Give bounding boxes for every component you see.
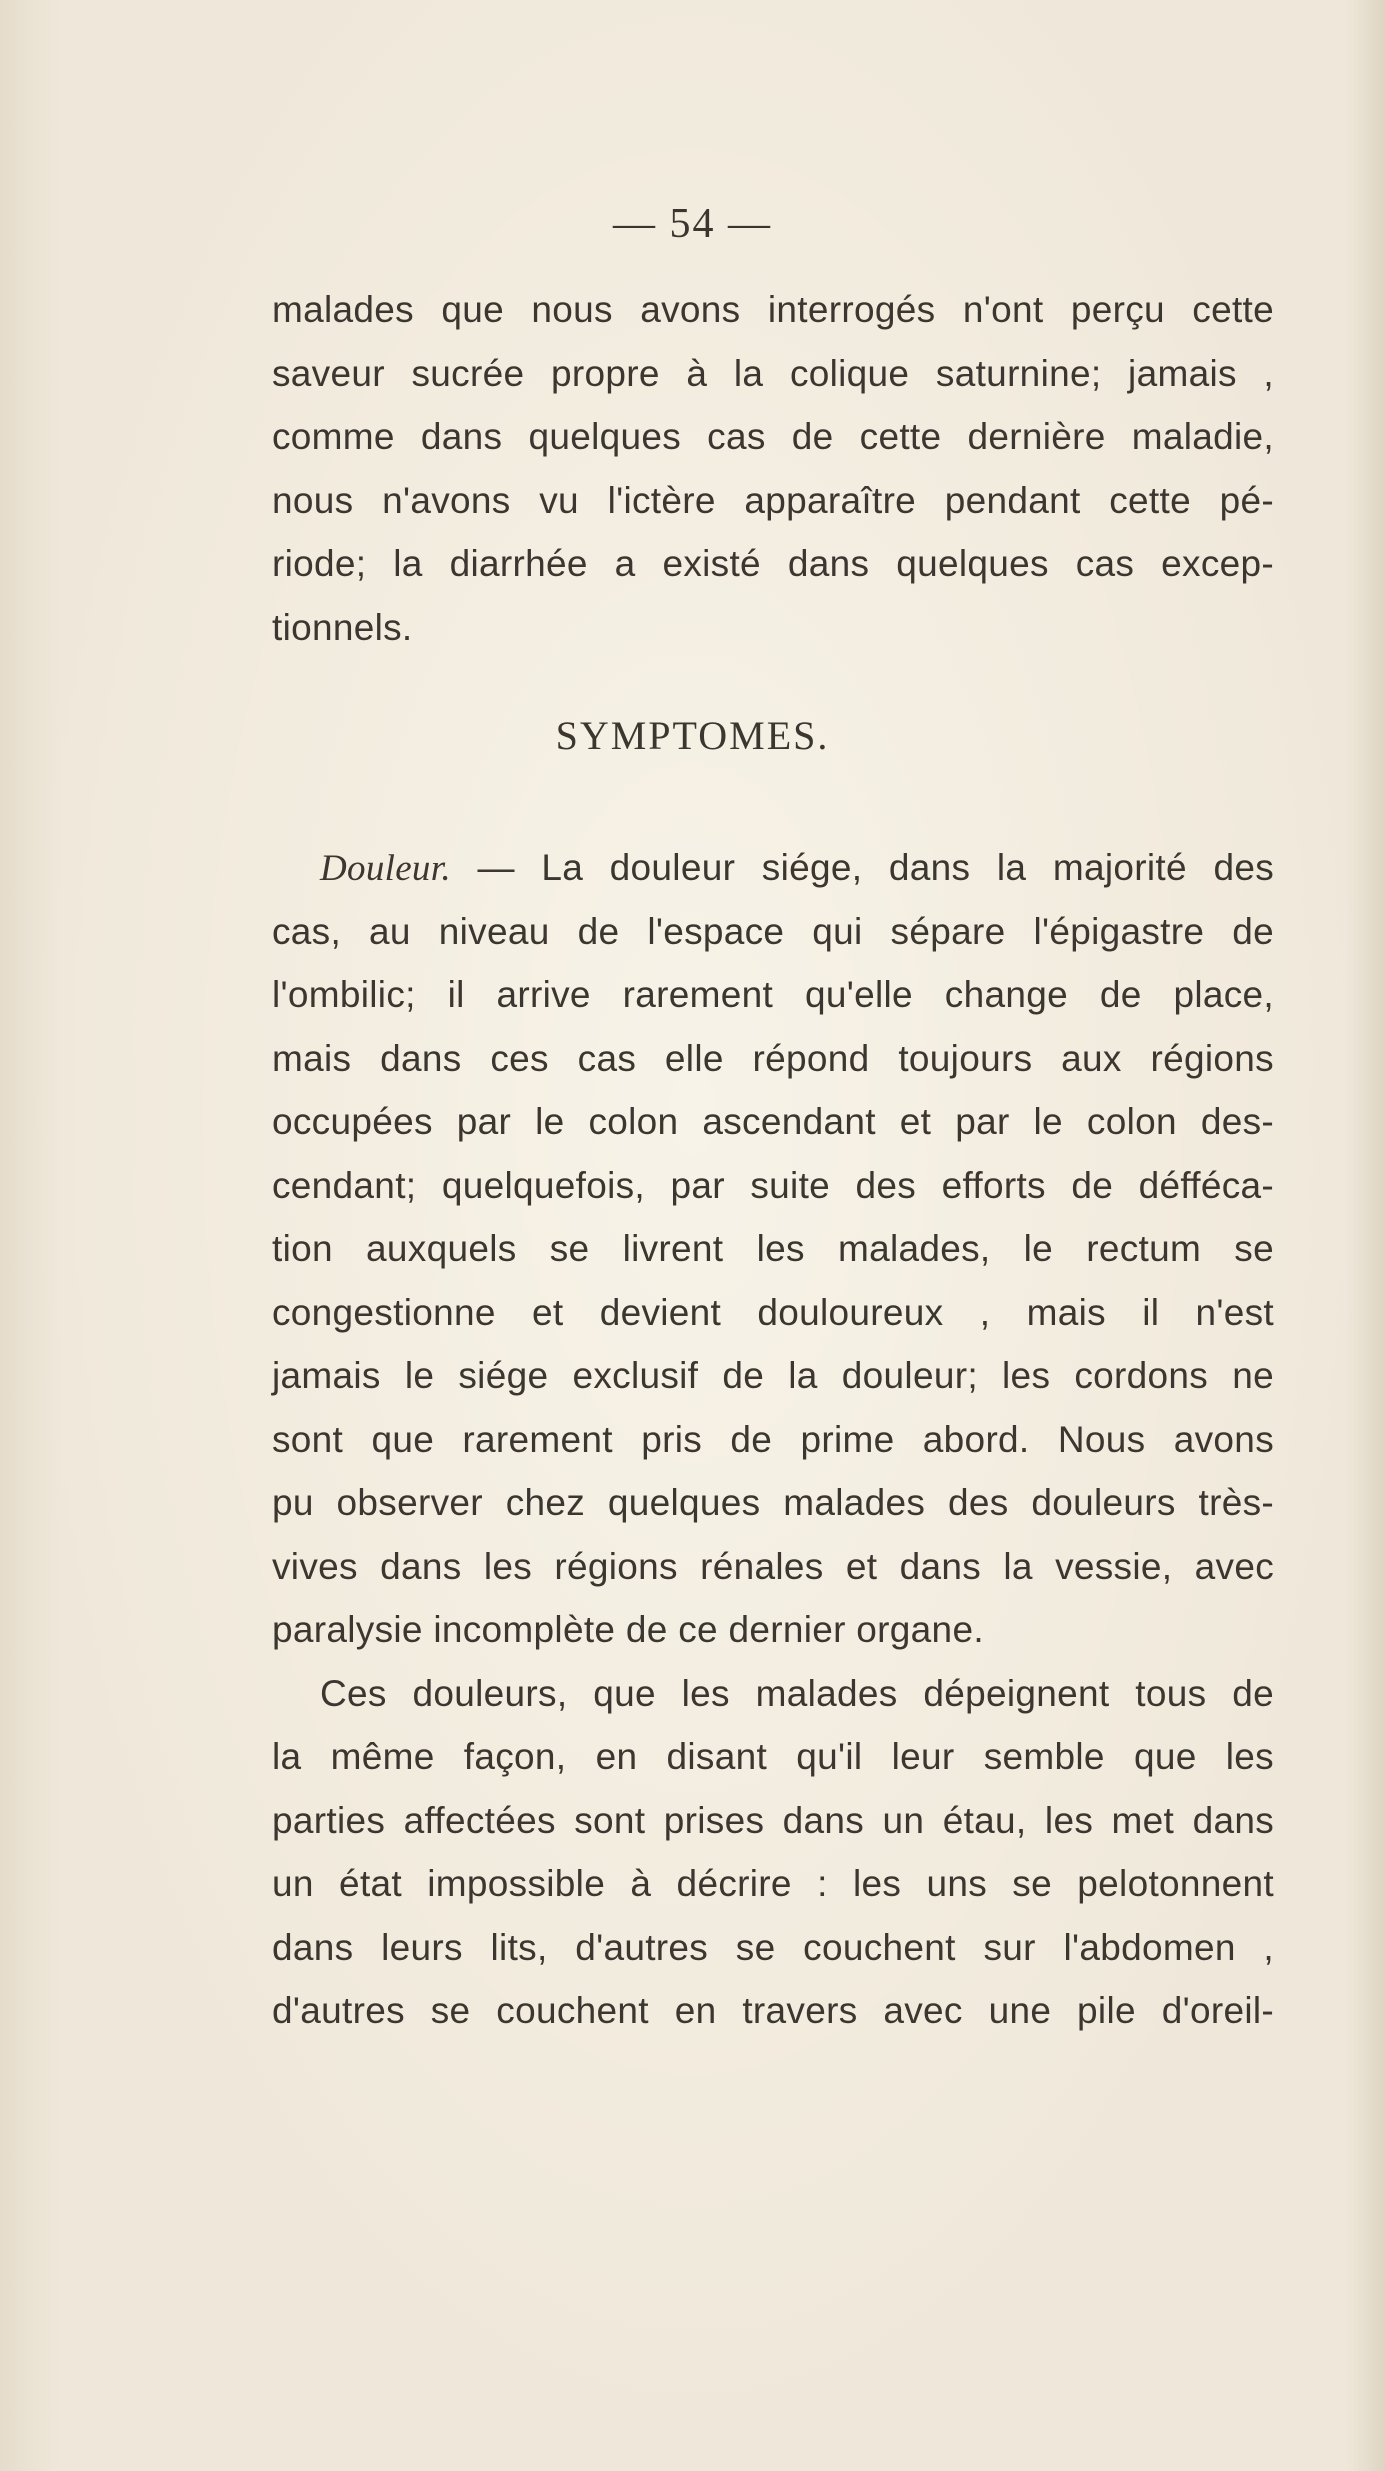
paragraph-continuation [272,278,1274,659]
section-heading: SYMPTOMES. [555,713,830,758]
text-line: paralysie incomplète de ce dernier organe. [272,1609,984,1650]
text-line: la même façon, en disant qu'il leur semble que les [272,1736,1274,1777]
text-line: occupées par le colon ascendant et par le colon des- [272,1101,1274,1142]
run-in-heading: Douleur. [320,848,451,889]
text-line: l'ombilic; il arrive rarement qu'elle change de place, [272,974,1274,1015]
text-line: Ces douleurs, que les malades dépeignent tous de [320,1672,1274,1714]
text-line-first [272,836,1274,900]
text-line: sont que rarement pris de prime abord. Nous avons [272,1418,1274,1460]
text-line: comme dans quelques cas de cette dernière maladie, [272,416,1274,457]
text-line: saveur sucrée propre à la colique saturnine; jamais , [272,352,1274,394]
page-number: — 54 — [613,201,772,247]
paragraph-body [272,836,1274,2043]
text-line: riode; la diarrhée a existé dans quelques cas excep- [272,543,1274,584]
text-line: pu observer chez quelques malades des douleurs très- [272,1482,1274,1523]
text-line: mais dans ces cas elle répond toujours aux régions [272,1037,1274,1079]
text-line: congestionne et devient douloureux , mais il n'est [272,1291,1274,1333]
text-line: un état impossible à décrire : les uns se pelotonnent [272,1863,1274,1904]
text-line: cendant; quelquefois, par suite des efforts de défféca- [272,1164,1274,1206]
text-line: d'autres se couchent en travers avec une pile d'oreil- [272,1990,1274,2031]
text-line: tion auxquels se livrent les malades, le rectum se [272,1228,1274,1269]
text-line: malades que nous avons interrogés n'ont perçu cette [272,289,1274,330]
text-line: vives dans les régions rénales et dans la vessie, avec [272,1545,1274,1587]
text-line: nous n'avons vu l'ictère apparaître pendant cette pé- [272,479,1274,521]
text-line-rest: — La douleur siége, dans la majorité des [450,847,1274,888]
text-line: dans leurs lits, d'autres se couchent sur l'abdomen , [272,1926,1274,1968]
text-line: tionnels. [272,606,413,648]
text-line: parties affectées sont prises dans un étau, les met dans [272,1799,1274,1841]
text-line: jamais le siége exclusif de la douleur; les cordons ne [272,1355,1274,1396]
text-line: cas, au niveau de l'espace qui sépare l'épigastre de [272,910,1274,952]
